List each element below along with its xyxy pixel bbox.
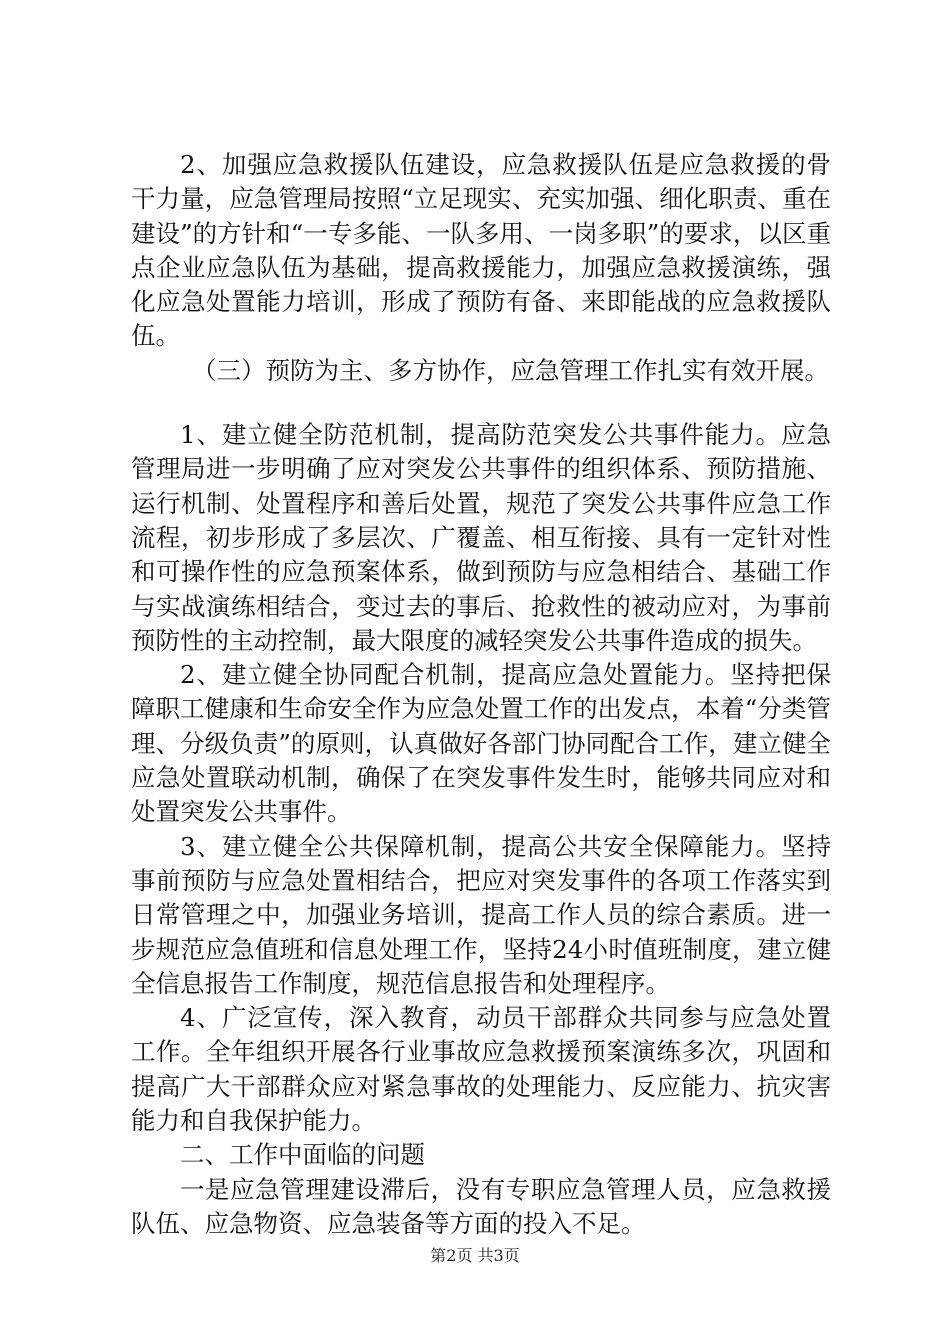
document-body [131, 148, 831, 1241]
paragraph-problem-one: 一是应急管理建设滞后，没有专职应急管理人员，应急救援队伍、应急物资、应急装备等方面的投入不足。 [131, 1174, 831, 1238]
section-heading-problems: 二、工作中面临的问题 [180, 1140, 425, 1170]
paragraph-coordination-mechanism: 2、建立健全协同配合机制，提高应急处置能力。坚持把保障职工健康和生命安全作为应急处置工作的出发点，本着“分类管理、分级负责”的原则，认真做好各部门协同配合工作，建立健全应急处置联动机制，确保了在突发事件发生时，能够共同应对和处置突发公共事件。 [131, 660, 831, 827]
paragraph-team-building: 2、加强应急救援队伍建设，应急救援队伍是应急救援的骨干力量，应急管理局按照“立足现实、充实加强、细化职责、重在建设”的方针和“一专多能、一队多用、一岗多职”的要求，以区重点企业应急队伍为基础，提高救援能力，加强应急救援演练，强化应急处置能力培训，形成了预防有备、来即能战的应急救援队伍。 [131, 150, 831, 351]
paragraph-prevention-mechanism: 1、建立健全防范机制，提高防范突发公共事件能力。应急管理局进一步明确了应对突发公共事件的组织体系、预防措施、运行机制、处置程序和善后处置，规范了突发公共事件应急工作流程，初步形成了多层次、广覆盖、相互衔接、具有一定针对性和可操作性的应急预案体系，做到预防与应急相结合、基础工作与实战演练相结合，变过去的事后、抢救性的被动应对，为事前预防性的主动控制，最大限度的减轻突发公共事件造成的损失。 [131, 420, 831, 655]
page-footer: 第2页 共3页 [430, 1246, 520, 1265]
paragraph-public-safety-mechanism: 3、建立健全公共保障机制，提高公共安全保障能力。坚持事前预防与应急处置相结合，把应对突发事件的各项工作落实到日常管理之中，加强业务培训，提高工作人员的综合素质。进一步规范应急值班和信息处理工作，坚持24小时值班制度，建立健全信息报告工作制度，规范信息报告和处理程序。 [131, 831, 831, 998]
paragraph-publicity-education: 4、广泛宣传，深入教育，动员干部群众共同参与应急处置工作。全年组织开展各行业事故应急救援预案演练多次，巩固和提高广大干部群众应对紧急事故的处理能力、反应能力、抗灾害能力和自我保护能力。 [131, 1003, 831, 1136]
section-heading-prevention: （三）预防为主、多方协作，应急管理工作扎实有效开展。 [192, 355, 829, 385]
